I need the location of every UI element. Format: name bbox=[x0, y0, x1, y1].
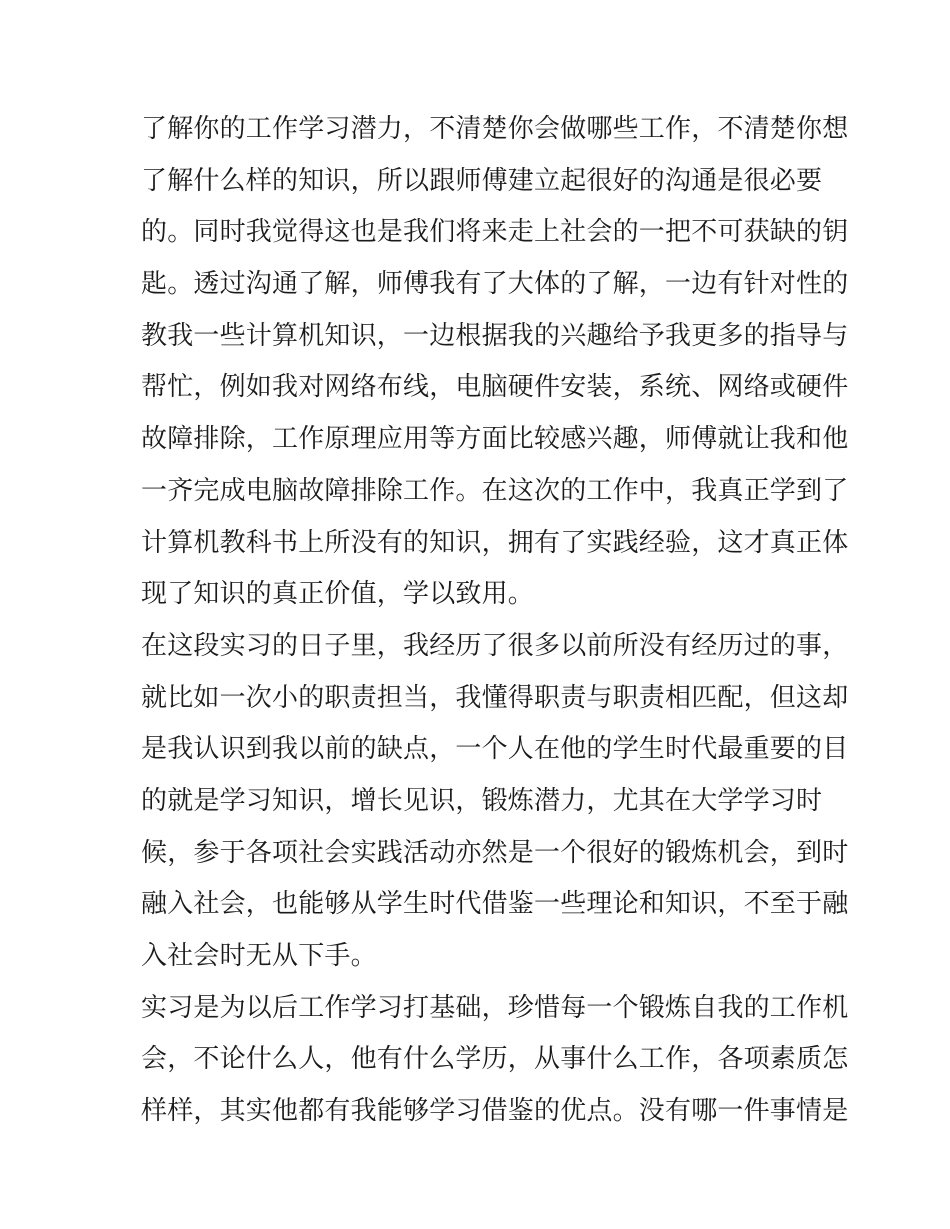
text-line: 计算机教科书上所没有的知识，拥有了实践经验，这才真正体 bbox=[141, 527, 849, 558]
text-line: 了解你的工作学习潜力，不清楚你会做哪些工作，不清楚你想 bbox=[141, 114, 849, 144]
text-line: 会，不论什么人，他有什么学历，从事什么工作，各项素质怎 bbox=[141, 1044, 849, 1075]
text-line: 教我一些计算机知识，一边根据我的兴趣给予我更多的指导与 bbox=[141, 320, 849, 351]
text-line: 了解什么样的知识，所以跟师傅建立起很好的沟通是很必要 bbox=[141, 165, 823, 196]
text-line: 就比如一次小的职责担当，我懂得职责与职责相匹配，但这却 bbox=[141, 682, 849, 713]
text-line: 入社会时无从下手。 bbox=[141, 941, 377, 971]
text-line: 实习是为以后工作学习打基础，珍惜每一个锻炼自我的工作机 bbox=[141, 992, 849, 1023]
text-line: 故障排除，工作原理应用等方面比较感兴趣，师傅就让我和他 bbox=[141, 424, 849, 455]
text-line: 一齐完成电脑故障排除工作。在这次的工作中，我真正学到了 bbox=[141, 475, 849, 506]
text-line: 是我认识到我以前的缺点，一个人在他的学生时代最重要的目 bbox=[141, 734, 849, 765]
text-line: 在这段实习的日子里，我经历了很多以前所没有经历过的事， bbox=[141, 630, 849, 661]
text-line: 帮忙，例如我对网络布线，电脑硬件安装，系统、网络或硬件 bbox=[141, 372, 849, 403]
text-line: 融入社会，也能够从学生时代借鉴一些理论和知识，不至于融 bbox=[141, 889, 849, 920]
text-line: 样样，其实他都有我能够学习借鉴的优点。没有哪一件事情是 bbox=[141, 1096, 849, 1127]
text-line: 的。同时我觉得这也是我们将来走上社会的一把不可获缺的钥 bbox=[141, 217, 849, 248]
text-line: 候，参于各项社会实践活动亦然是一个很好的锻炼机会，到时 bbox=[141, 837, 849, 868]
text-line: 匙。透过沟通了解，师傅我有了大体的了解，一边有针对性的 bbox=[141, 269, 849, 300]
body-text bbox=[141, 104, 849, 1138]
text-line: 的就是学习知识，增长见识，锻炼潜力，尤其在大学学习时 bbox=[141, 785, 823, 816]
text-line: 现了知识的真正价值，学以致用。 bbox=[141, 579, 535, 610]
